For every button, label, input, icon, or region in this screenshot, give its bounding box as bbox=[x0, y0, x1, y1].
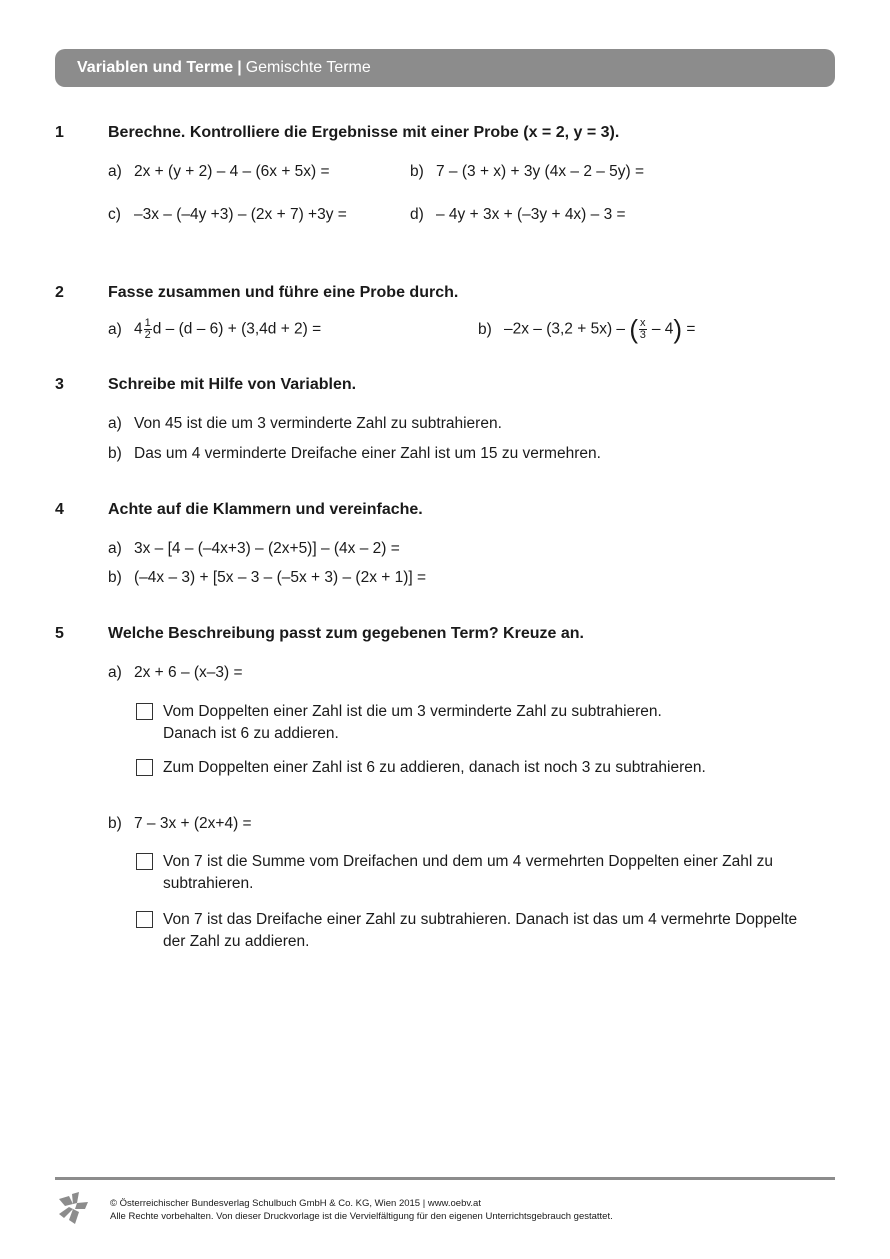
task-5a-expr: 2x + 6 – (x–3) = bbox=[134, 664, 243, 681]
task-2a bbox=[108, 318, 321, 341]
item-label: a) bbox=[108, 540, 122, 557]
header-subtopic: Gemischte Terme bbox=[245, 59, 371, 76]
task-2-number: 2 bbox=[55, 284, 64, 301]
task-4-number: 4 bbox=[55, 501, 64, 518]
option-line: Von 7 ist die Summe vom Dreifachen und dem um 4 vermehrten Doppelten einer Zahl zu bbox=[163, 853, 773, 870]
task-5-number: 5 bbox=[55, 625, 64, 642]
task-1-number: 1 bbox=[55, 124, 64, 141]
item-label: b) bbox=[478, 320, 492, 338]
task-5b-expr: 7 – 3x + (2x+4) = bbox=[134, 815, 252, 832]
task-2b bbox=[478, 314, 696, 344]
task-1d-expr: – 4y + 3x + (–3y + 4x) – 3 = bbox=[436, 206, 626, 223]
footer-divider bbox=[55, 1177, 835, 1180]
task-3b-text: Das um 4 verminderte Dreifache einer Zahl ist um 15 zu vermehren. bbox=[134, 445, 601, 462]
option-text bbox=[163, 909, 838, 953]
item-label: a) bbox=[108, 320, 122, 338]
fraction-numerator: 1 bbox=[144, 317, 151, 329]
item-label: b) bbox=[108, 569, 122, 586]
task-2a-expr: d – (d – 6) + (3,4d + 2) = bbox=[152, 320, 322, 338]
mixed-number-whole: 4 bbox=[134, 320, 143, 338]
task-3b bbox=[108, 445, 601, 463]
option-text bbox=[163, 851, 838, 895]
task-2b-expr-pre: –2x – (3,2 + 5x) – bbox=[504, 320, 626, 338]
fraction-denominator: 2 bbox=[144, 329, 151, 341]
task-1-title: Berechne. Kontrolliere die Ergebnisse mit einer Probe (x = 2, y = 3). bbox=[108, 124, 620, 141]
right-paren: ) bbox=[673, 314, 683, 344]
item-label: b) bbox=[108, 815, 122, 832]
task-1c bbox=[108, 206, 347, 224]
option-checkbox[interactable] bbox=[136, 703, 153, 720]
task-1d bbox=[410, 206, 626, 224]
oebv-logo-icon bbox=[55, 1190, 91, 1226]
option-checkbox[interactable] bbox=[136, 759, 153, 776]
item-label: b) bbox=[108, 445, 122, 462]
option-line: Vom Doppelten einer Zahl ist die um 3 verminderte Zahl zu subtrahieren. bbox=[163, 703, 662, 720]
left-paren: ( bbox=[629, 314, 639, 344]
option-text bbox=[163, 757, 838, 779]
option-line: Von 7 ist das Dreifache einer Zahl zu subtrahieren. Danach ist das um 4 vermehrte Doppelte bbox=[163, 911, 798, 928]
item-label: c) bbox=[108, 206, 121, 223]
task-1b-expr: 7 – (3 + x) + 3y (4x – 2 – 5y) = bbox=[436, 163, 645, 180]
option-line: subtrahieren. bbox=[163, 875, 254, 892]
task-4b-expr: (–4x – 3) + [5x – 3 – (–5x + 3) – (2x + 1)] = bbox=[134, 569, 427, 586]
fraction bbox=[639, 318, 647, 341]
task-1b bbox=[410, 163, 644, 181]
task-4-title: Achte auf die Klammern und vereinfache. bbox=[108, 501, 423, 518]
option-line: Zum Doppelten einer Zahl ist 6 zu addieren, danach ist noch 3 zu subtrahieren. bbox=[163, 759, 706, 776]
task-2b-expr-post: = bbox=[686, 320, 696, 338]
item-label: b) bbox=[410, 163, 424, 180]
item-label: a) bbox=[108, 415, 122, 432]
option-checkbox[interactable] bbox=[136, 911, 153, 928]
header-topic: Variablen und Terme bbox=[77, 59, 234, 76]
task-3-number: 3 bbox=[55, 376, 64, 393]
option-checkbox[interactable] bbox=[136, 853, 153, 870]
task-5a bbox=[108, 664, 243, 682]
task-2-title: Fasse zusammen und führe eine Probe durch. bbox=[108, 284, 459, 301]
task-4a-expr: 3x – [4 – (–4x+3) – (2x+5)] – (4x – 2) = bbox=[134, 540, 400, 557]
task-1c-expr: –3x – (–4y +3) – (2x + 7) +3y = bbox=[134, 206, 347, 223]
option-text bbox=[163, 701, 838, 745]
task-3-title: Schreibe mit Hilfe von Variablen. bbox=[108, 376, 357, 393]
header-bar bbox=[55, 49, 835, 87]
task-2b-expr-mid: – 4 bbox=[651, 320, 674, 338]
task-5-title: Welche Beschreibung passt zum gegebenen Term? Kreuze an. bbox=[108, 625, 584, 642]
task-4a bbox=[108, 540, 400, 558]
task-1a-expr: 2x + (y + 2) – 4 – (6x + 5x) = bbox=[134, 163, 330, 180]
task-4b bbox=[108, 569, 426, 587]
footer-rights: Alle Rechte vorbehalten. Von dieser Druckvorlage ist die Vervielfältigung für den eigenen Unterrichtsgebrauch gestattet. bbox=[110, 1211, 613, 1222]
item-label: d) bbox=[410, 206, 424, 223]
footer-copyright: © Österreichischer Bundesverlag Schulbuch GmbH & Co. KG, Wien 2015 | www.oebv.at bbox=[110, 1198, 481, 1209]
task-3a bbox=[108, 415, 502, 433]
item-label: a) bbox=[108, 664, 122, 681]
option-line: der Zahl zu addieren. bbox=[163, 933, 310, 950]
fraction-denominator: 3 bbox=[639, 329, 646, 341]
task-5b bbox=[108, 815, 252, 833]
fraction-numerator: x bbox=[640, 317, 646, 329]
item-label: a) bbox=[108, 163, 122, 180]
header-separator: | bbox=[237, 59, 242, 76]
fraction bbox=[144, 318, 152, 341]
task-1a bbox=[108, 163, 330, 181]
task-3a-text: Von 45 ist die um 3 verminderte Zahl zu subtrahieren. bbox=[134, 415, 502, 432]
option-line: Danach ist 6 zu addieren. bbox=[163, 725, 339, 742]
